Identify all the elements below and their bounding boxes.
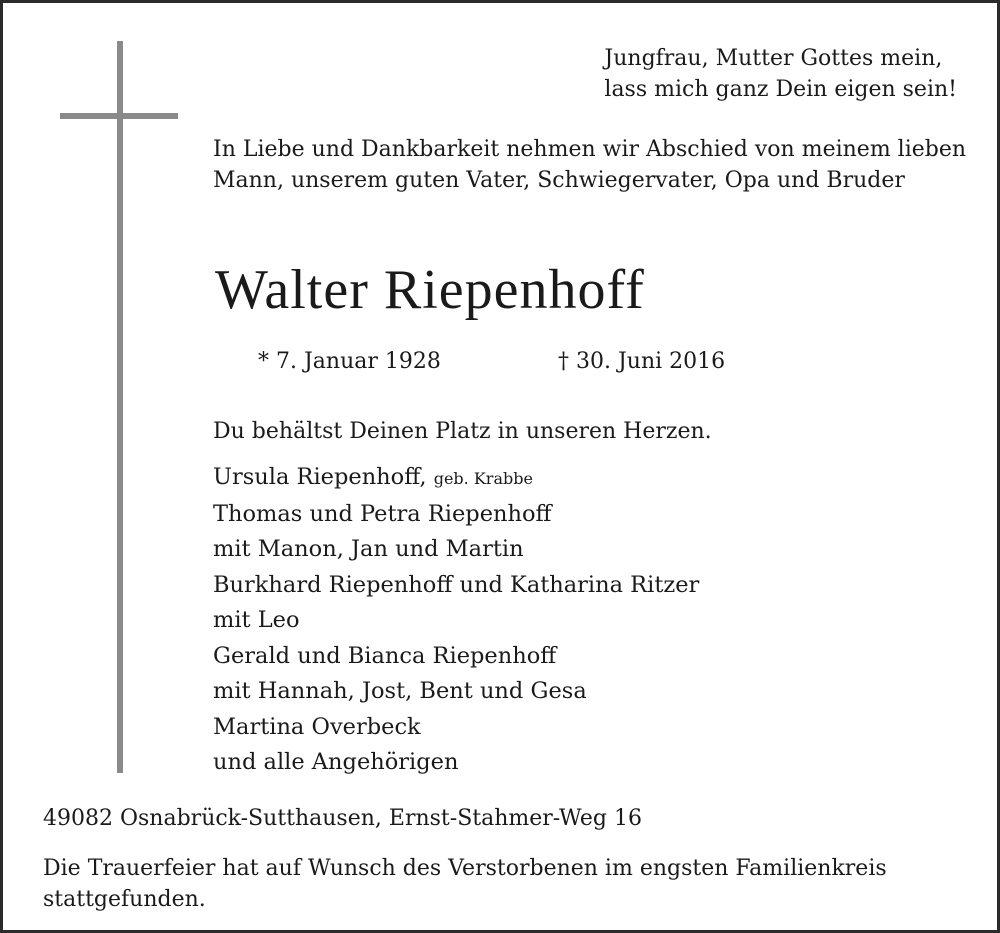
family-line: mit Manon, Jan und Martin [213,536,524,562]
cross-horizontal-bar [60,113,178,119]
cross-vertical-bar [117,41,123,773]
family-line: mit Leo [213,607,300,633]
family-line: Martina Overbeck [213,713,421,740]
memorial-quote: Du behältst Deinen Platz in unseren Herzen. [213,419,712,444]
deceased-name: Walter Riepenhoff [215,259,645,321]
family-line: Gerald und Bianca Riepenhoff [213,642,557,669]
address: 49082 Osnabrück-Sutthausen, Ernst-Stahmer-Weg 16 [43,806,642,831]
birth-date: * 7. Januar 1928 [258,349,441,374]
intro-text: In Liebe und Dankbarkeit nehmen wir Abschied von meinem lieben Mann, unserem guten Vater, Schwiegervater, Opa und Bruder [213,137,967,193]
funeral-note: Die Trauerfeier hat auf Wunsch des Verstorbenen im engsten Familienkreis stattgefunden. [43,856,887,912]
family-list [213,460,699,781]
death-date: † 30. Juni 2016 [558,349,726,374]
verse-line-1: Jungfrau, Mutter Gottes mein, [604,46,943,71]
family-line: Thomas und Petra Riepenhoff [213,500,552,527]
verse [604,43,957,105]
family-line: mit Hannah, Jost, Bent und Gesa [213,678,587,704]
family-first-name: Ursula Riepenhoff, [213,464,427,490]
maiden-name-note: geb. Krabbe [433,469,533,488]
family-line [213,460,699,497]
family-line: Burkhard Riepenhoff und Katharina Ritzer [213,571,700,598]
family-line: und alle Angehörigen [213,749,459,775]
verse-line-2: lass mich ganz Dein eigen sein! [604,77,957,102]
